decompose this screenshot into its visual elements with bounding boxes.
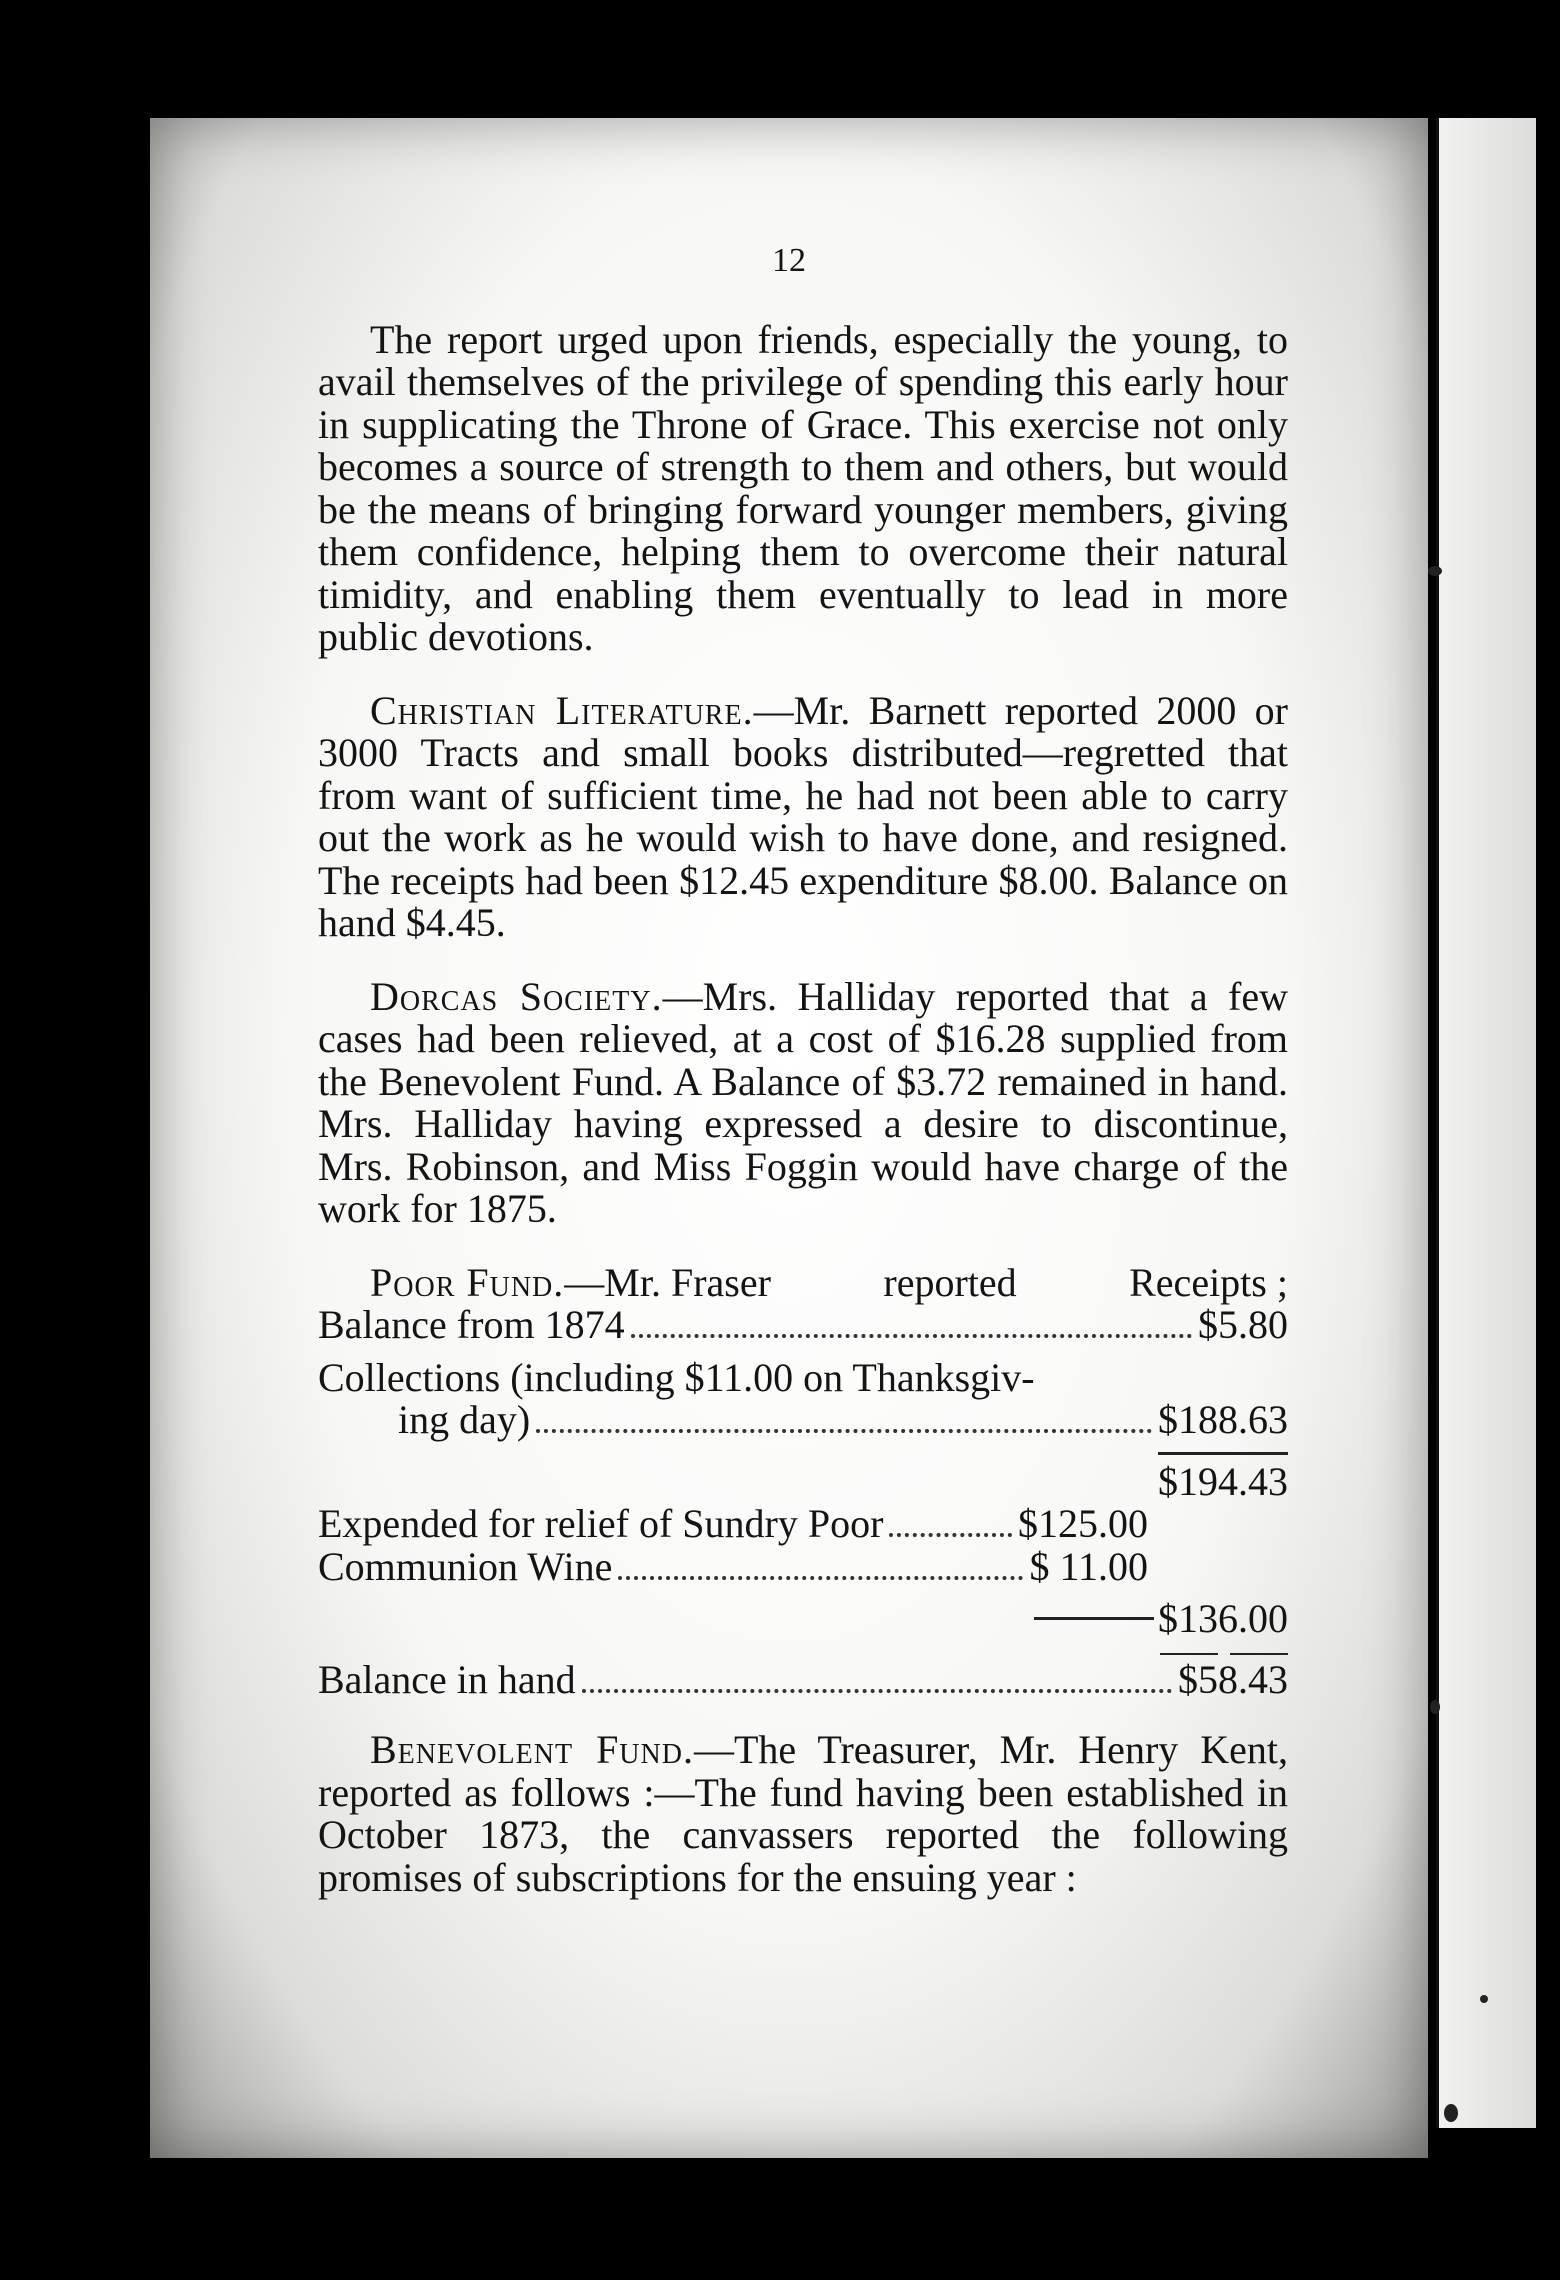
poor-fund-ledger [318,1259,1288,1702]
ledger-row-collections-label: Collections (including $11.00 on Thanksgiv- [318,1354,1035,1400]
paragraph-prayer: The report urged upon friends, especially the young, to avail themselves of the privilege of spending this early hour in supplicating the Throne of Grace. This exercise not only becomes a source of strength to them and others, but would be the means of bringing forward younger members, giving them confidence, helping them to overcome their natural timidity, and enabling them eventually to lead in more public devotions. [318,316,1288,659]
paragraph-dorcas-society [318,973,1288,1231]
ink-speck [1428,566,1442,576]
document-text [318,240,1288,1930]
ledger-row: ing day) $188.63 [398,1397,1288,1442]
ledger-row: Balance in hand $58.43 [318,1656,1288,1702]
section-body: —Mrs. Halliday reported that a few cases had been relieved, at a cost of $16.28 supplied from the Benevolent Fund. A Balance of $3.72 remained in hand. Mrs. Halliday having expressed a desire to discontinue, Mrs. Robinson, and Miss Foggin would have charge of the work for 1875. [318,973,1288,1231]
paragraph-benevolent-fund [318,1729,1288,1899]
ink-speck [1444,2104,1458,2122]
section-heading: Christian Literature. [370,687,754,733]
paragraph-christian-literature [318,687,1288,945]
rule [318,1653,1288,1655]
section-body: —The Treasurer, Mr. Henry Kent, reported as follows :—The fund having been established in October 1873, the canvassers reported the following promises of subscriptions for the ensuing year : [318,1727,1288,1900]
section-heading: Dorcas Society. [370,973,663,1019]
section-heading: Benevolent Fund. [370,1727,694,1772]
section-heading: Poor Fund. [370,1259,565,1305]
poor-fund-intro: Poor Fund.—Mr. Fraser reported Receipts ; [370,1259,1288,1305]
page-number: 12 [772,242,806,279]
ledger-row: Balance from 1874 $5.80 [318,1302,1288,1347]
ink-speck [1480,1995,1488,2003]
receipts-total: $194.43 [1158,1458,1288,1504]
ledger-row: Communion Wine $ 11.00 [318,1543,1148,1589]
expended-total: $136.00 [318,1598,1288,1641]
rule [318,1452,1288,1455]
ledger-row: Expended for relief of Sundry Poor $125.00 [318,1501,1148,1546]
ink-speck [1430,1700,1440,1714]
adjacent-page-edge [1436,118,1536,2128]
section-body: —Mr. Barnett reported 2000 or 3000 Tracts and small books distributed—regretted that from want of sufficient time, he had not been able to carry out the work as he would wish to have done, and resigned. The receipts had been $12.45 expenditure $8.00. Balance on hand $4.45. [318,687,1288,945]
